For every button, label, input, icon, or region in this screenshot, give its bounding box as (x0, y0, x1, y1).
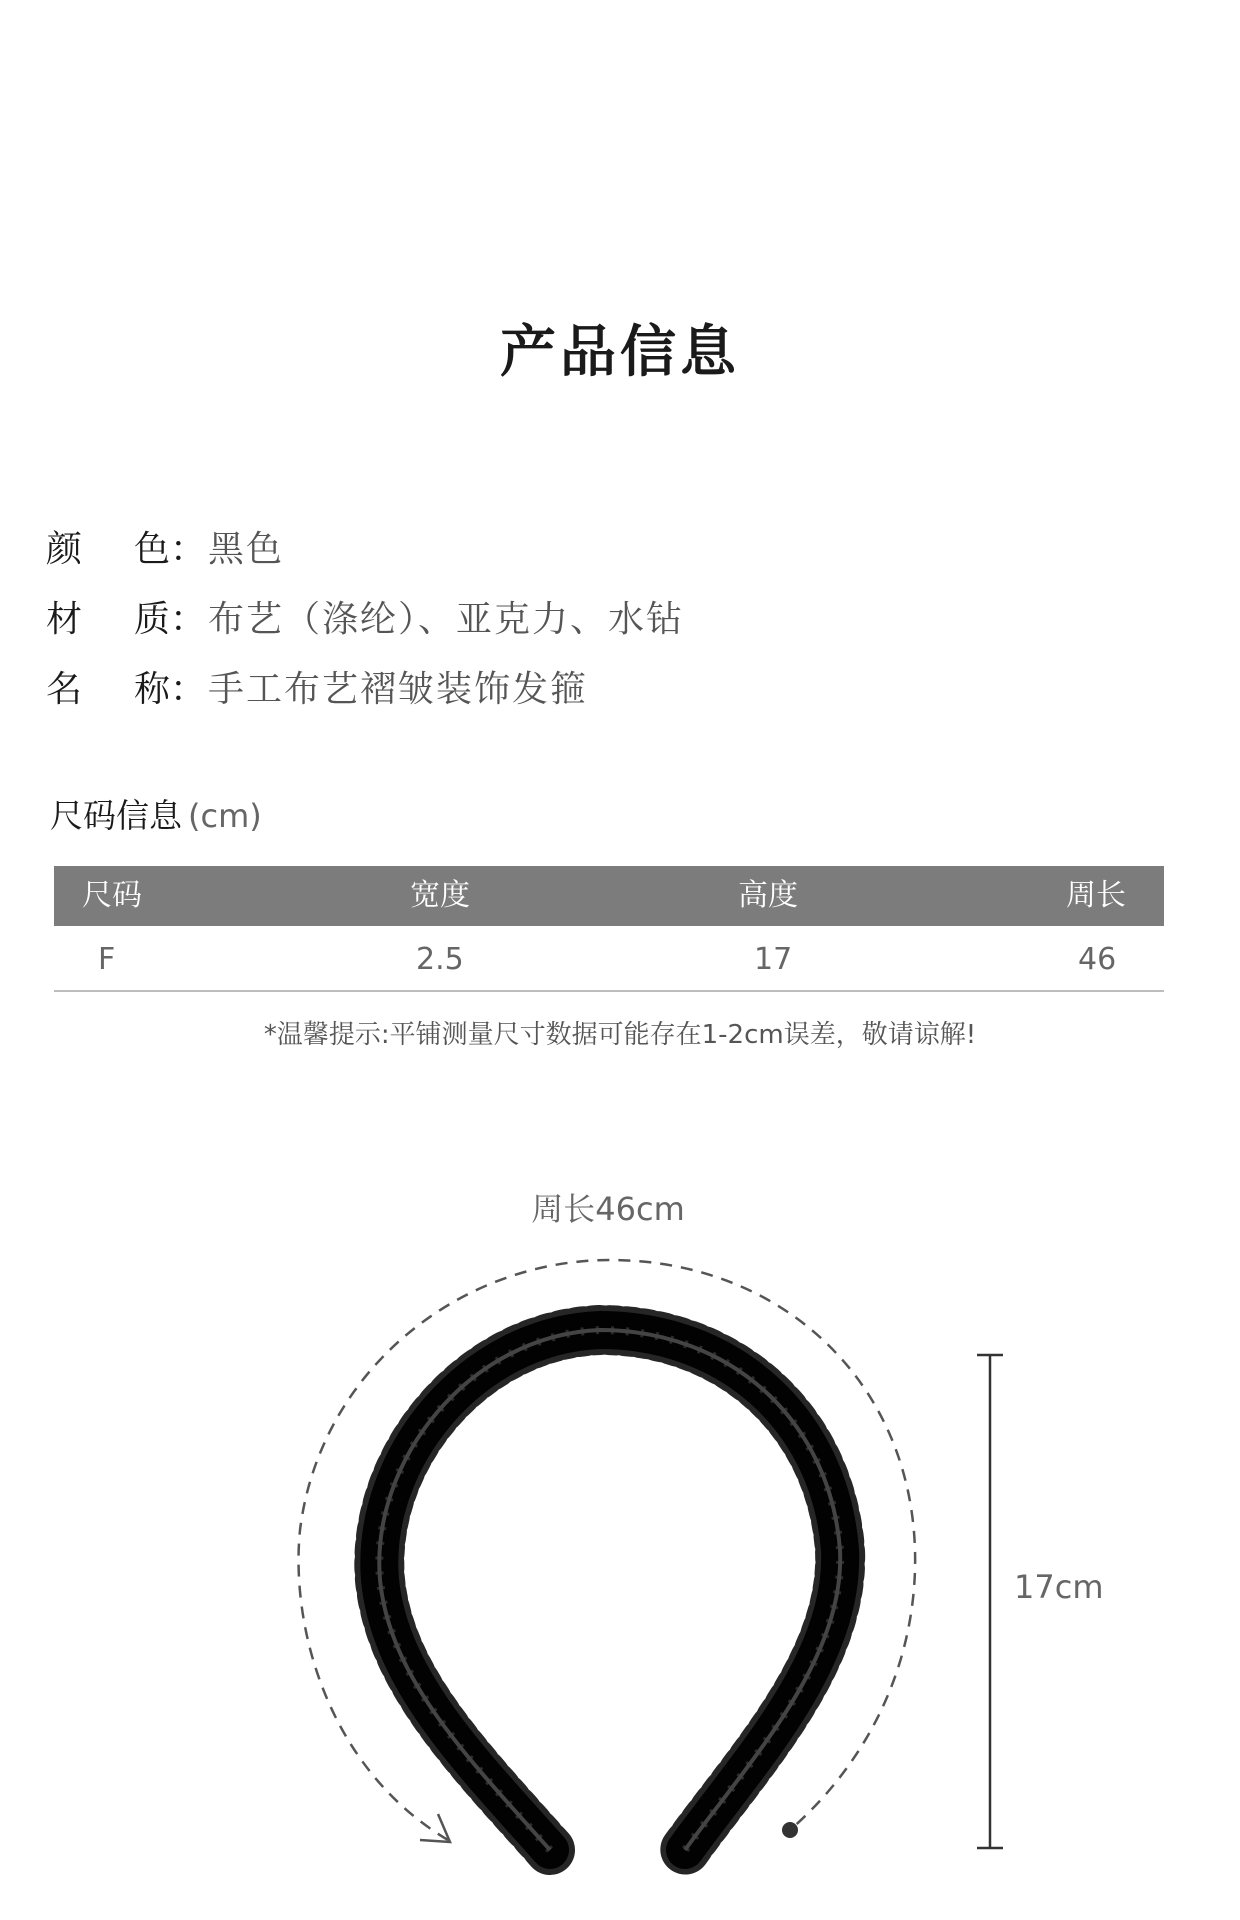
circumference-label: 周长46cm (531, 1190, 685, 1228)
cell-circumference: 46 (1078, 942, 1117, 977)
headband-image-icon (379, 1330, 840, 1850)
header-circumference: 周长 (1066, 878, 1126, 913)
diagram-artwork (0, 1160, 1240, 1920)
info-value-color: 黑色 (208, 529, 285, 570)
info-value-name: 手工布艺褶皱装饰发箍 (208, 669, 589, 710)
size-table-header (54, 866, 1164, 926)
info-value-material: 布艺（涤纶）、亚克力、水钻 (208, 599, 685, 640)
size-heading-text: 尺码信息 (50, 796, 182, 835)
cell-width: 2.5 (416, 942, 464, 977)
size-heading-unit: (cm) (188, 797, 262, 835)
size-table (54, 866, 1164, 992)
cell-size: F (98, 942, 116, 977)
header-size: 尺码 (82, 878, 142, 913)
size-section-heading (50, 790, 262, 837)
table-row (54, 926, 1164, 992)
header-width: 宽度 (410, 878, 470, 913)
cell-height: 17 (754, 942, 793, 977)
arc-end-dot-icon (782, 1822, 798, 1838)
height-label: 17cm (1014, 1568, 1104, 1606)
measurement-note: *温馨提示:平铺测量尺寸数据可能存在1-2cm误差，敬请谅解! (263, 1020, 977, 1050)
header-height: 高度 (738, 878, 798, 913)
page-title: 产品信息 (500, 320, 740, 385)
size-diagram (0, 1160, 1240, 1920)
